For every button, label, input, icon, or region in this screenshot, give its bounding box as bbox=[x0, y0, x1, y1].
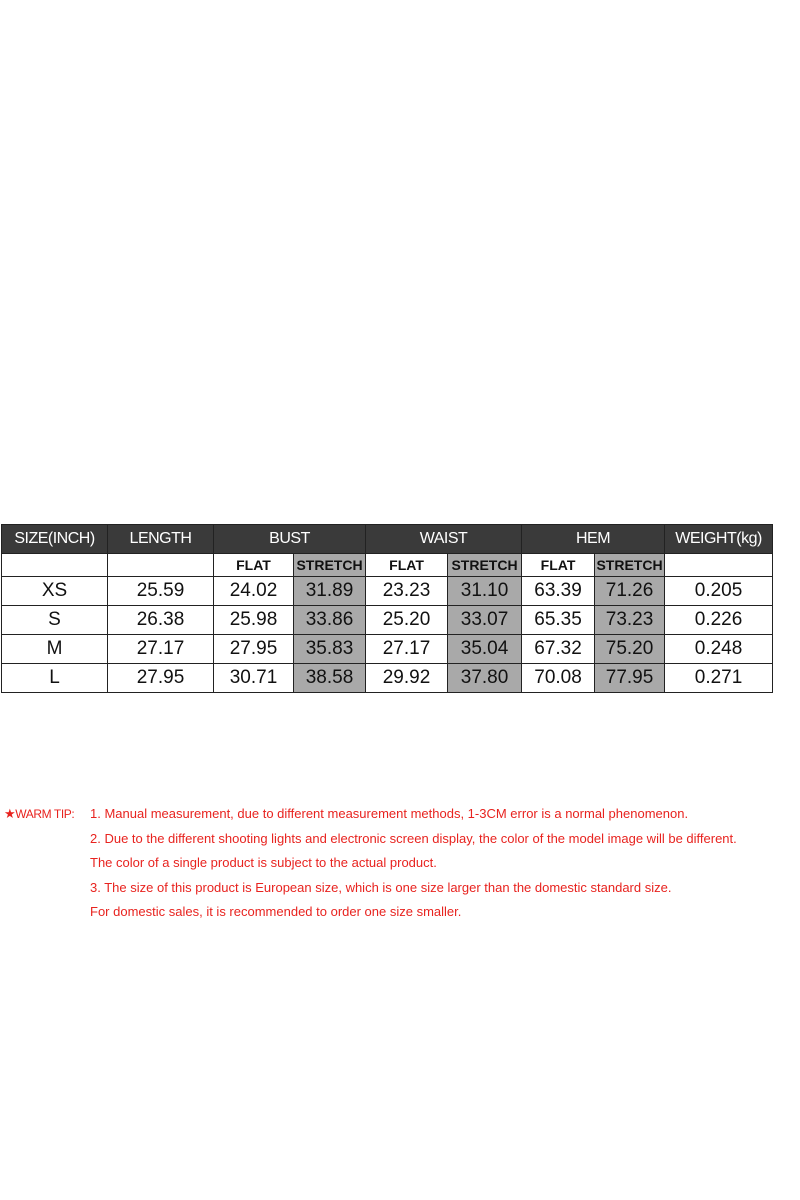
cell-waist-flat: 29.92 bbox=[366, 664, 448, 693]
cell-waist-flat: 23.23 bbox=[366, 577, 448, 606]
warm-tip-text: 3. The size of this product is European size, which is one size larger than the domestic standard size. bbox=[90, 879, 672, 895]
cell-weight: 0.205 bbox=[665, 577, 773, 606]
header-row bbox=[2, 525, 773, 554]
cell-size: M bbox=[2, 635, 108, 664]
cell-hem-stretch: 73.23 bbox=[595, 606, 665, 635]
sub-header-hem-stretch: STRETCH bbox=[595, 554, 665, 577]
cell-length: 26.38 bbox=[108, 606, 214, 635]
header-weight: WEIGHT(kg) bbox=[665, 525, 773, 554]
cell-bust-flat: 27.95 bbox=[214, 635, 294, 664]
size-chart-table bbox=[1, 524, 773, 693]
header-waist: WAIST bbox=[366, 525, 522, 554]
cell-hem-flat: 63.39 bbox=[522, 577, 595, 606]
cell-weight: 0.271 bbox=[665, 664, 773, 693]
cell-bust-stretch: 31.89 bbox=[294, 577, 366, 606]
cell-size: S bbox=[2, 606, 108, 635]
cell-hem-flat: 65.35 bbox=[522, 606, 595, 635]
warm-tip-text: The color of a single product is subject to the actual product. bbox=[90, 855, 437, 870]
cell-waist-stretch: 35.04 bbox=[448, 635, 522, 664]
cell-length: 27.17 bbox=[108, 635, 214, 664]
cell-waist-stretch: 37.80 bbox=[448, 664, 522, 693]
cell-weight: 0.226 bbox=[665, 606, 773, 635]
cell-bust-flat: 24.02 bbox=[214, 577, 294, 606]
cell-hem-stretch: 71.26 bbox=[595, 577, 665, 606]
header-bust: BUST bbox=[214, 525, 366, 554]
cell-waist-flat: 25.20 bbox=[366, 606, 448, 635]
sub-header-blank bbox=[2, 554, 108, 577]
cell-length: 27.95 bbox=[108, 664, 214, 693]
sub-header-waist-stretch: STRETCH bbox=[448, 554, 522, 577]
warm-tip-line bbox=[4, 851, 799, 876]
star-icon: ★ bbox=[4, 806, 16, 821]
sub-header-hem-flat: FLAT bbox=[522, 554, 595, 577]
table-row bbox=[2, 606, 773, 635]
cell-bust-stretch: 38.58 bbox=[294, 664, 366, 693]
cell-hem-flat: 67.32 bbox=[522, 635, 595, 664]
cell-bust-stretch: 33.86 bbox=[294, 606, 366, 635]
cell-size: XS bbox=[2, 577, 108, 606]
table-row bbox=[2, 635, 773, 664]
warm-tip-line bbox=[4, 802, 799, 827]
cell-bust-flat: 25.98 bbox=[214, 606, 294, 635]
warm-tip-label-text: WARM TIP: bbox=[15, 807, 75, 821]
header-size: SIZE(INCH) bbox=[2, 525, 108, 554]
cell-hem-stretch: 75.20 bbox=[595, 635, 665, 664]
sub-header-bust-flat: FLAT bbox=[214, 554, 294, 577]
header-hem: HEM bbox=[522, 525, 665, 554]
warm-tip-line bbox=[4, 876, 799, 901]
cell-bust-flat: 30.71 bbox=[214, 664, 294, 693]
cell-size: L bbox=[2, 664, 108, 693]
sub-header-waist-flat: FLAT bbox=[366, 554, 448, 577]
warm-tip-line bbox=[4, 900, 799, 925]
cell-waist-flat: 27.17 bbox=[366, 635, 448, 664]
warm-tip-section bbox=[4, 802, 799, 925]
warm-tip-line bbox=[4, 827, 799, 852]
warm-tip-label bbox=[4, 802, 90, 827]
cell-weight: 0.248 bbox=[665, 635, 773, 664]
warm-tip-text: 2. Due to the different shooting lights and electronic screen display, the color of the model image will be different. bbox=[90, 830, 737, 846]
table-row bbox=[2, 577, 773, 606]
warm-tip-text: For domestic sales, it is recommended to order one size smaller. bbox=[90, 904, 462, 919]
cell-waist-stretch: 31.10 bbox=[448, 577, 522, 606]
cell-hem-flat: 70.08 bbox=[522, 664, 595, 693]
warm-tip-text: 1. Manual measurement, due to different measurement methods, 1-3CM error is a normal phenomenon. bbox=[90, 806, 689, 821]
cell-hem-stretch: 77.95 bbox=[595, 664, 665, 693]
header-length: LENGTH bbox=[108, 525, 214, 554]
sub-header-bust-stretch: STRETCH bbox=[294, 554, 366, 577]
sub-header-blank bbox=[108, 554, 214, 577]
cell-waist-stretch: 33.07 bbox=[448, 606, 522, 635]
table-row bbox=[2, 664, 773, 693]
cell-length: 25.59 bbox=[108, 577, 214, 606]
sub-header-blank bbox=[665, 554, 773, 577]
sub-header-row bbox=[2, 554, 773, 577]
cell-bust-stretch: 35.83 bbox=[294, 635, 366, 664]
